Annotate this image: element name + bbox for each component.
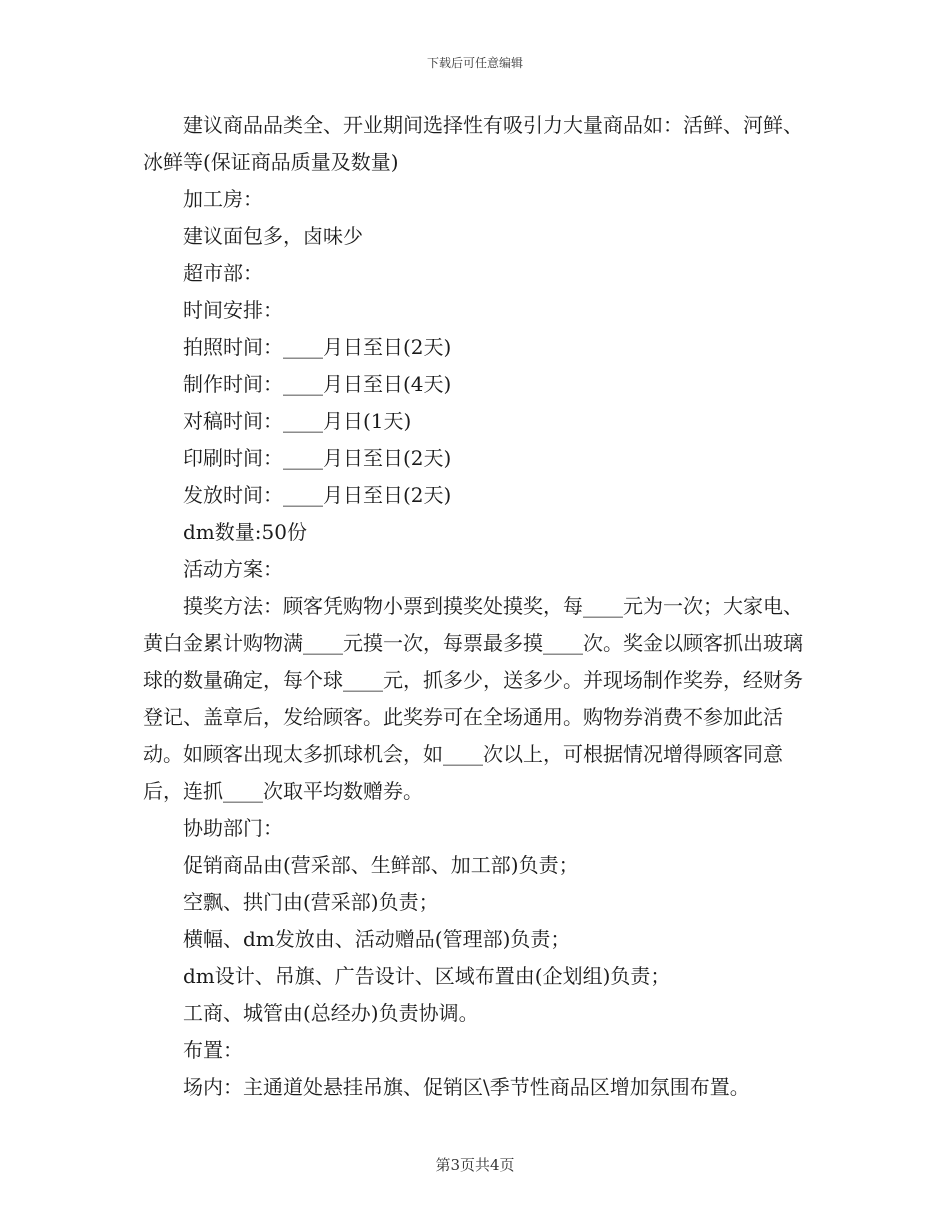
paragraph: 协助部门： [183, 816, 283, 840]
page-header: 下载后可任意编辑 [426, 56, 523, 70]
paragraph: 印刷时间：____月日至日(2天) [183, 446, 452, 470]
paragraph: dm设计、吊旗、广告设计、区域布置由(企划组)负责； [183, 964, 671, 988]
page-footer: 第3页共4页 [435, 1156, 515, 1174]
paragraph: 促销商品由(营采部、生鲜部、加工部)负责； [183, 853, 579, 877]
paragraph: 制作时间：____月日至日(4天) [183, 372, 452, 396]
paragraph: 活动方案： [183, 557, 283, 581]
paragraph: 拍照时间：____月日至日(2天) [183, 335, 452, 359]
document-body [143, 107, 813, 1106]
paragraph: 布置： [183, 1038, 243, 1062]
paragraph: 超市部： [183, 261, 263, 285]
paragraph: 摸奖方法：顾客凭购物小票到摸奖处摸奖，每____元为一次；大家电、黄白金累计购物满____元摸一次，每票最多摸____次。奖金以顾客抓出玻璃球的数量确定，每个球____元，抓多少，送多少。并现场制作奖券，经财务登记、盖章后，发给顾客。此奖券可在全场通用。购物券消费不参加此活动。如顾客出现太多抓球机会，如____次以上，可根据情况增得顾客同意后，连抓____次取平均数赠券。 [143, 594, 803, 803]
paragraph: 工商、城管由(总经办)负责协调。 [183, 1001, 479, 1025]
paragraph: 发放时间：____月日至日(2天) [183, 483, 452, 507]
paragraph: 场内：主通道处悬挂吊旗、促销区\季节性商品区增加氛围布置。 [183, 1075, 750, 1099]
paragraph: dm数量:50份 [183, 520, 307, 544]
paragraph: 建议面包多，卤味少 [183, 224, 363, 248]
paragraph: 加工房： [183, 187, 263, 211]
paragraph: 横幅、dm发放由、活动赠品(管理部)负责； [183, 927, 571, 951]
paragraph: 建议商品品类全、开业期间选择性有吸引力大量商品如：活鲜、河鲜、冰鲜等(保证商品质量及数量) [143, 113, 803, 174]
paragraph: 对稿时间：____月日(1天) [183, 409, 412, 433]
paragraph: 空飘、拱门由(营采部)负责； [183, 890, 439, 914]
paragraph: 时间安排： [183, 298, 283, 322]
